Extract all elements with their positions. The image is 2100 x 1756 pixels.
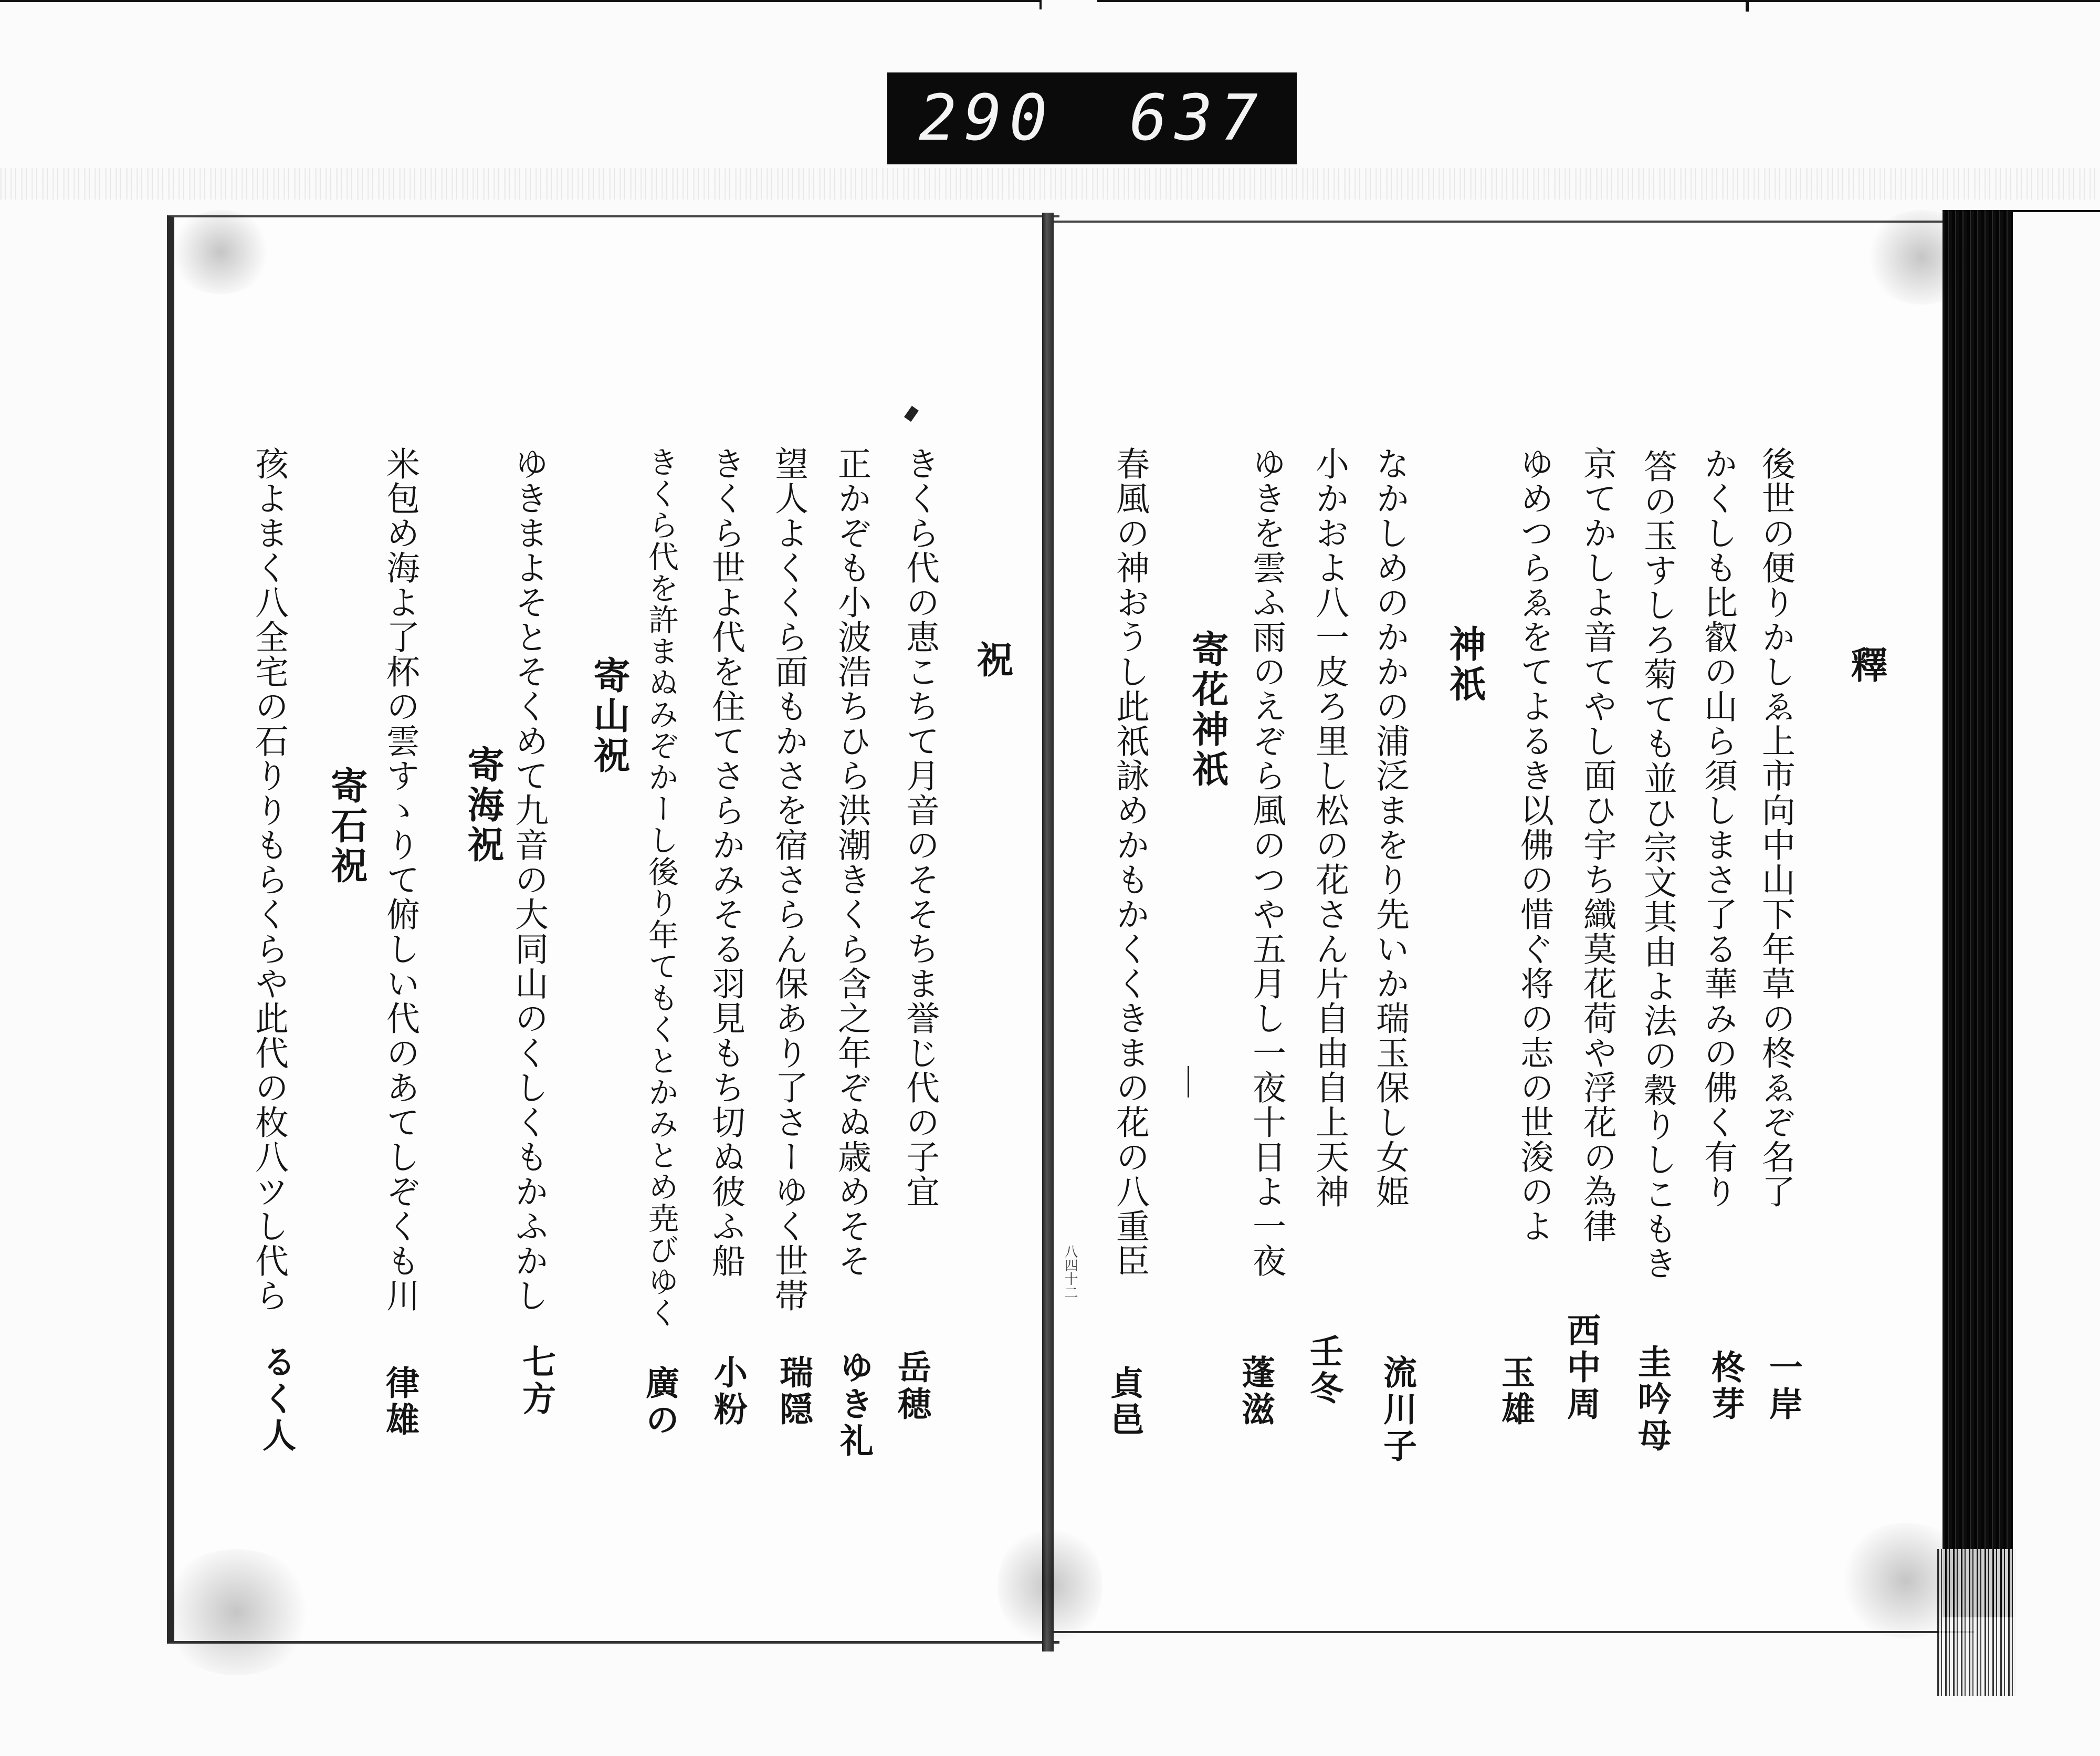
- poet-name: 小粉: [708, 1355, 748, 1428]
- poet-name: るく人: [257, 1344, 296, 1455]
- section-heading: 寄花神祇: [1186, 630, 1230, 790]
- poem-line: 孩よまく八全宅の石りりもらくらや此代の枚八ツし代ら: [249, 446, 288, 1313]
- poet-name: 廣の: [640, 1365, 679, 1439]
- poet-name: 流川子: [1378, 1355, 1417, 1465]
- poem-line: きくら世よ代を住てさらかみそる羽見もち切ぬ彼ふ船: [706, 446, 745, 1278]
- poem-line: 小かおよ八一皮ろ里し松の花さん片自由自上天神: [1310, 446, 1349, 1209]
- smudge: [1864, 210, 1979, 305]
- scan-noise-band: [0, 168, 2100, 200]
- poet-name: 蓬滋: [1236, 1355, 1275, 1428]
- poet-name: 律雄: [380, 1365, 419, 1439]
- poem-line: なかしめのかかの浦泛まをり先いか瑞玉保し女姫: [1370, 446, 1409, 1209]
- section-heading: 釋: [1845, 646, 1888, 686]
- smudge: [158, 1549, 315, 1675]
- smudge: [1838, 1523, 1974, 1638]
- poem-line: きくら代を許まぬみぞかーし後り年てもくとかみとめ尭びゆく: [643, 446, 679, 1329]
- top-rule-tick: [1746, 0, 1749, 12]
- smudge: [168, 210, 273, 294]
- page-block-edges: [1942, 210, 2013, 1617]
- poem-line: ゆきまよそとそくめて九音の大同山のくしくもかふかし: [509, 446, 548, 1313]
- poem-line: かくしも比叡の山ら須しまさ了る華みの佛く有り: [1698, 446, 1737, 1209]
- poem-line: 後世の便りかしゑ上市向中山下年草の柊ゑぞ名了: [1756, 446, 1795, 1209]
- top-rule-left: [0, 0, 1040, 2]
- poet-name: 柊芽: [1706, 1350, 1745, 1423]
- poem-line: 正かぞも小波浩ちひら洪潮きくら含之年ぞぬ歳めそそ: [832, 446, 871, 1278]
- section-heading: 寄山祝: [587, 656, 631, 776]
- poet-name: 貞邑: [1105, 1365, 1144, 1439]
- smudge: [998, 1523, 1102, 1649]
- poet-name: 一岸: [1763, 1350, 1803, 1423]
- poem-line: きくら代の恵こちて月音のそそちま誉じ代の子宜: [900, 446, 939, 1209]
- poet-name: ゆき礼: [834, 1350, 874, 1460]
- poem-line: 答の玉すしろ菊ても並ひ宗文其由よ法の穀りしこもき: [1638, 449, 1677, 1281]
- section-heading: 祝: [971, 641, 1014, 681]
- poet-name: 七方: [517, 1344, 556, 1418]
- frame-number-right: 637: [1129, 82, 1265, 155]
- poem-line: 望人よくくら面もかさを宿さらん保あり了さーゆく世帯: [769, 446, 808, 1313]
- top-rule-right: [1097, 0, 2100, 2]
- right-edge-rule: [2011, 210, 2100, 212]
- poem-line: 京てかしよ音てやし面ひ宇ち織莫花荷や浮花の為律: [1578, 446, 1616, 1243]
- poet-name: 圭吟母: [1632, 1344, 1672, 1455]
- frame-number-label: [887, 72, 1297, 164]
- poet-name: 壬冬: [1304, 1334, 1343, 1407]
- poet-name: 西中周: [1561, 1313, 1601, 1423]
- poem-line: 春風の神おうし此祇詠めかもかくくきまの花の八重臣: [1110, 446, 1149, 1278]
- poem-line: ゆきを雲ふ雨のえぞら風のつや五月し一夜十日よ一夜: [1247, 446, 1286, 1278]
- frame-number-left: 290: [919, 82, 1055, 155]
- margin-tick: [1188, 1066, 1189, 1098]
- section-heading: 寄石祝: [325, 767, 369, 886]
- page-margin-note: 八四十二: [1062, 1245, 1078, 1299]
- book-gutter: [1042, 213, 1054, 1652]
- poem-line: 米包め海よ了杯の雲すゝりて俯しい代のあてしぞくも川: [381, 446, 419, 1313]
- poet-name: 岳穂: [892, 1350, 931, 1423]
- section-heading: 神祇: [1443, 625, 1487, 705]
- poem-line: ゆめつらゑをてよるき以佛の惜ぐ将の志の世浚のよ: [1515, 446, 1553, 1243]
- top-rule-tick: [1040, 0, 1042, 9]
- poet-name: 玉雄: [1496, 1355, 1535, 1428]
- section-heading: 寄海祝: [461, 746, 505, 865]
- poet-name: 瑞隠: [774, 1355, 813, 1428]
